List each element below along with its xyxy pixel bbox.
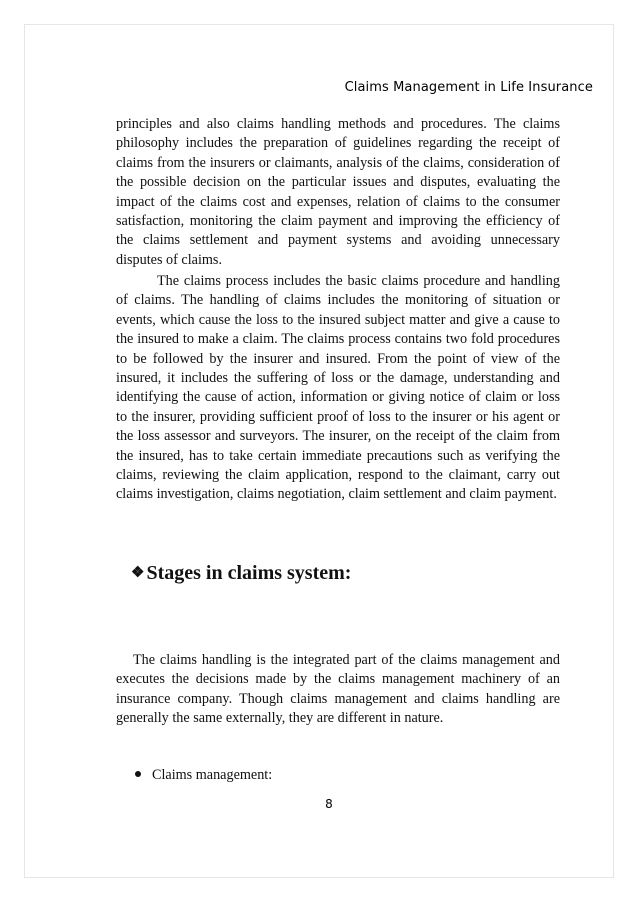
bullet-icon [135,771,141,777]
section-heading-text: Stages in claims system: [146,562,352,584]
diamond-bullet-icon: ❖ [131,565,145,581]
running-header-title: Claims Management in Life Insurance [344,80,593,95]
list-item-label: Claims management: [152,767,273,783]
body-paragraph: The claims handling is the integrated part of the claims management and executes the decisions made by the claims management machinery of an insurance company. Though claims management and claims handling are generally the same externally, they are different in nature. [116,652,560,727]
page-number: 8 [325,797,333,811]
section-heading [131,562,351,585]
list-item [135,767,272,784]
body-paragraph: principles and also claims handling methods and procedures. The claims philosophy includes the preparation of guidelines regarding the receipt of claims from the insurers or claimants, analysis of the claims, consideration of the possible decision on the particular issues and disputes, evaluating the impact of the claims cost and expenses, relation of claims to the consumer satisfaction, monitoring the claim payment and improving the efficiency of the claims settlement and payment systems and avoiding unnecessary disputes of claims. [116,116,560,268]
body-paragraph: The claims process includes the basic claims procedure and handling of claims. The handling of claims includes the monitoring of situation or events, which cause the loss to the insured subject matter and give a cause to the insured to make a claim. The claims process contains two fold procedures to be followed by the insurer and insured. From the point of view of the insured, it includes the suffering of loss or the damage, understanding and identifying the cause of action, information or giving notice of claim or loss to the insurer, providing sufficient proof of loss to the insurer or his agent or the loss assessor and surveyors. The insurer, on the receipt of the claim from the insured, has to take certain immediate precautions such as verifying the claims, reviewing the claim application, respond to the claimant, carry out claims investigation, claims negotiation, claim settlement and claim payment. [116,273,560,503]
